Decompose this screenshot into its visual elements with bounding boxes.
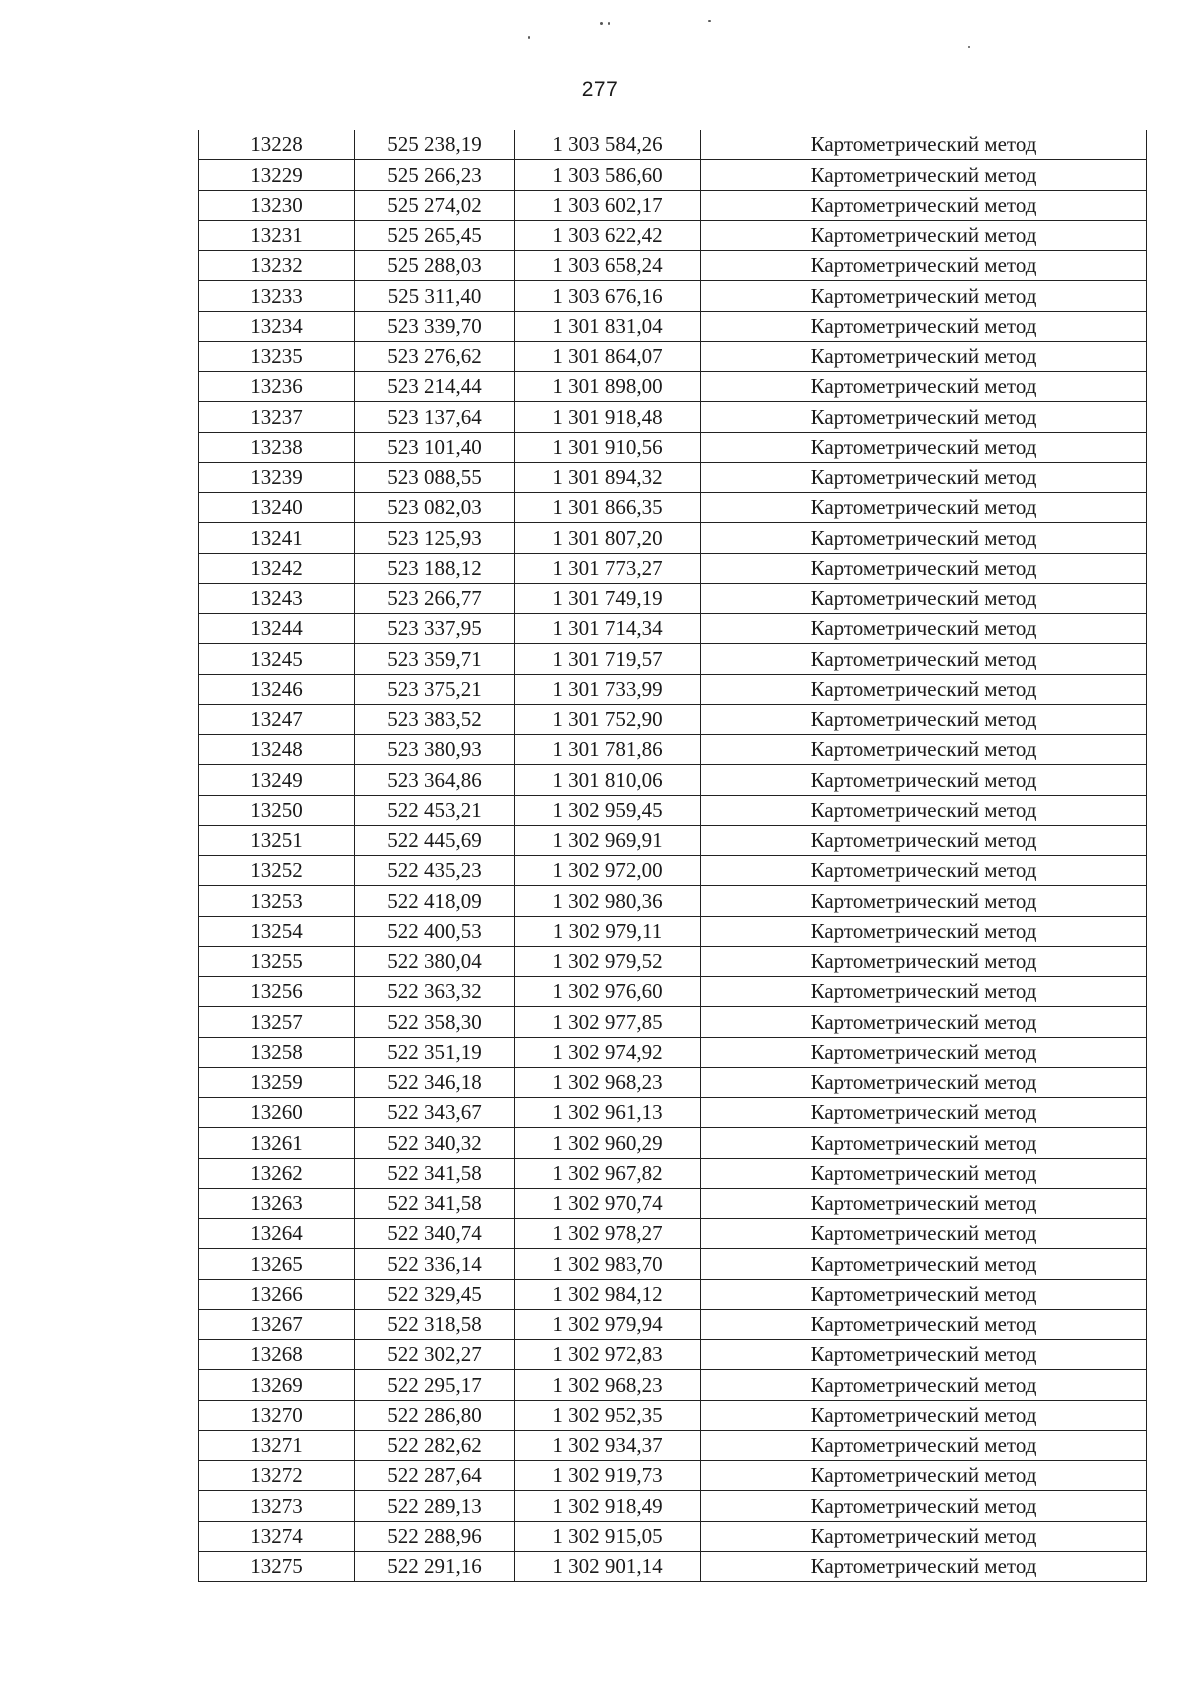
y-coordinate-cell: 1 301 918,48 — [515, 402, 701, 432]
y-coordinate-cell: 1 303 622,42 — [515, 220, 701, 250]
y-coordinate-cell: 1 303 584,26 — [515, 130, 701, 160]
table-row — [199, 1219, 1147, 1249]
method-cell: Картометрический метод — [701, 372, 1147, 402]
y-coordinate-cell: 1 301 773,27 — [515, 553, 701, 583]
x-coordinate-cell: 523 383,52 — [355, 704, 515, 734]
x-coordinate-cell: 522 288,96 — [355, 1521, 515, 1551]
y-coordinate-cell: 1 302 960,29 — [515, 1128, 701, 1158]
scan-speck — [608, 22, 610, 25]
table-row — [199, 190, 1147, 220]
method-cell: Картометрический метод — [701, 311, 1147, 341]
table-row — [199, 614, 1147, 644]
x-coordinate-cell: 522 380,04 — [355, 946, 515, 976]
x-coordinate-cell: 522 336,14 — [355, 1249, 515, 1279]
y-coordinate-cell: 1 302 979,11 — [515, 916, 701, 946]
method-cell: Картометрический метод — [701, 523, 1147, 553]
method-cell: Картометрический метод — [701, 1158, 1147, 1188]
x-coordinate-cell: 522 318,58 — [355, 1309, 515, 1339]
point-number-cell: 13234 — [199, 311, 355, 341]
y-coordinate-cell: 1 302 901,14 — [515, 1551, 701, 1581]
point-number-cell: 13236 — [199, 372, 355, 402]
y-coordinate-cell: 1 302 984,12 — [515, 1279, 701, 1309]
y-coordinate-cell: 1 301 866,35 — [515, 493, 701, 523]
y-coordinate-cell: 1 301 749,19 — [515, 583, 701, 613]
method-cell: Картометрический метод — [701, 916, 1147, 946]
method-cell: Картометрический метод — [701, 281, 1147, 311]
method-cell: Картометрический метод — [701, 1491, 1147, 1521]
method-cell: Картометрический метод — [701, 735, 1147, 765]
point-number-cell: 13266 — [199, 1279, 355, 1309]
table-row — [199, 946, 1147, 976]
method-cell: Картометрический метод — [701, 614, 1147, 644]
point-number-cell: 13252 — [199, 856, 355, 886]
x-coordinate-cell: 523 082,03 — [355, 493, 515, 523]
coordinates-table-body — [199, 130, 1147, 1582]
point-number-cell: 13262 — [199, 1158, 355, 1188]
y-coordinate-cell: 1 303 602,17 — [515, 190, 701, 220]
table-row — [199, 251, 1147, 281]
y-coordinate-cell: 1 302 972,83 — [515, 1340, 701, 1370]
method-cell: Картометрический метод — [701, 341, 1147, 371]
table-row — [199, 583, 1147, 613]
point-number-cell: 13255 — [199, 946, 355, 976]
x-coordinate-cell: 522 445,69 — [355, 825, 515, 855]
method-cell: Картометрический метод — [701, 553, 1147, 583]
point-number-cell: 13256 — [199, 977, 355, 1007]
y-coordinate-cell: 1 302 915,05 — [515, 1521, 701, 1551]
y-coordinate-cell: 1 302 961,13 — [515, 1098, 701, 1128]
y-coordinate-cell: 1 302 978,27 — [515, 1219, 701, 1249]
method-cell: Картометрический метод — [701, 1128, 1147, 1158]
y-coordinate-cell: 1 302 979,94 — [515, 1309, 701, 1339]
x-coordinate-cell: 522 340,32 — [355, 1128, 515, 1158]
table-row — [199, 1340, 1147, 1370]
table-row — [199, 916, 1147, 946]
x-coordinate-cell: 523 339,70 — [355, 311, 515, 341]
point-number-cell: 13267 — [199, 1309, 355, 1339]
x-coordinate-cell: 522 453,21 — [355, 795, 515, 825]
table-row — [199, 1521, 1147, 1551]
y-coordinate-cell: 1 302 974,92 — [515, 1037, 701, 1067]
method-cell: Картометрический метод — [701, 1249, 1147, 1279]
point-number-cell: 13228 — [199, 130, 355, 160]
y-coordinate-cell: 1 302 918,49 — [515, 1491, 701, 1521]
y-coordinate-cell: 1 301 807,20 — [515, 523, 701, 553]
x-coordinate-cell: 525 238,19 — [355, 130, 515, 160]
x-coordinate-cell: 522 346,18 — [355, 1067, 515, 1097]
y-coordinate-cell: 1 301 714,34 — [515, 614, 701, 644]
point-number-cell: 13241 — [199, 523, 355, 553]
point-number-cell: 13272 — [199, 1461, 355, 1491]
point-number-cell: 13229 — [199, 160, 355, 190]
x-coordinate-cell: 523 337,95 — [355, 614, 515, 644]
x-coordinate-cell: 523 266,77 — [355, 583, 515, 613]
method-cell: Картометрический метод — [701, 1340, 1147, 1370]
table-row — [199, 1249, 1147, 1279]
table-row — [199, 1430, 1147, 1460]
x-coordinate-cell: 522 358,30 — [355, 1007, 515, 1037]
x-coordinate-cell: 525 265,45 — [355, 220, 515, 250]
y-coordinate-cell: 1 302 972,00 — [515, 856, 701, 886]
table-row — [199, 1370, 1147, 1400]
method-cell: Картометрический метод — [701, 1037, 1147, 1067]
x-coordinate-cell: 523 364,86 — [355, 765, 515, 795]
method-cell: Картометрический метод — [701, 1098, 1147, 1128]
y-coordinate-cell: 1 301 781,86 — [515, 735, 701, 765]
y-coordinate-cell: 1 301 752,90 — [515, 704, 701, 734]
table-row — [199, 1037, 1147, 1067]
point-number-cell: 13273 — [199, 1491, 355, 1521]
table-row — [199, 493, 1147, 523]
method-cell: Картометрический метод — [701, 402, 1147, 432]
table-row — [199, 977, 1147, 1007]
coordinates-table — [198, 130, 1147, 1582]
y-coordinate-cell: 1 301 831,04 — [515, 311, 701, 341]
point-number-cell: 13246 — [199, 674, 355, 704]
x-coordinate-cell: 523 380,93 — [355, 735, 515, 765]
x-coordinate-cell: 522 329,45 — [355, 1279, 515, 1309]
method-cell: Картометрический метод — [701, 130, 1147, 160]
table-row — [199, 674, 1147, 704]
x-coordinate-cell: 523 137,64 — [355, 402, 515, 432]
point-number-cell: 13260 — [199, 1098, 355, 1128]
x-coordinate-cell: 523 359,71 — [355, 644, 515, 674]
method-cell: Картометрический метод — [701, 1521, 1147, 1551]
y-coordinate-cell: 1 302 968,23 — [515, 1370, 701, 1400]
point-number-cell: 13268 — [199, 1340, 355, 1370]
table-row — [199, 341, 1147, 371]
table-row — [199, 825, 1147, 855]
x-coordinate-cell: 522 295,17 — [355, 1370, 515, 1400]
table-row — [199, 1128, 1147, 1158]
point-number-cell: 13233 — [199, 281, 355, 311]
method-cell: Картометрический метод — [701, 977, 1147, 1007]
x-coordinate-cell: 523 125,93 — [355, 523, 515, 553]
scan-speck — [968, 46, 970, 48]
x-coordinate-cell: 525 274,02 — [355, 190, 515, 220]
table-row — [199, 886, 1147, 916]
table-row — [199, 1551, 1147, 1581]
table-row — [199, 311, 1147, 341]
x-coordinate-cell: 522 291,16 — [355, 1551, 515, 1581]
x-coordinate-cell: 522 341,58 — [355, 1158, 515, 1188]
method-cell: Картометрический метод — [701, 1279, 1147, 1309]
point-number-cell: 13275 — [199, 1551, 355, 1581]
point-number-cell: 13253 — [199, 886, 355, 916]
x-coordinate-cell: 523 214,44 — [355, 372, 515, 402]
point-number-cell: 13244 — [199, 614, 355, 644]
x-coordinate-cell: 522 302,27 — [355, 1340, 515, 1370]
y-coordinate-cell: 1 301 864,07 — [515, 341, 701, 371]
method-cell: Картометрический метод — [701, 1370, 1147, 1400]
x-coordinate-cell: 522 340,74 — [355, 1219, 515, 1249]
point-number-cell: 13248 — [199, 735, 355, 765]
y-coordinate-cell: 1 301 910,56 — [515, 432, 701, 462]
point-number-cell: 13264 — [199, 1219, 355, 1249]
table-row — [199, 1067, 1147, 1097]
y-coordinate-cell: 1 302 983,70 — [515, 1249, 701, 1279]
table-row — [199, 402, 1147, 432]
x-coordinate-cell: 525 311,40 — [355, 281, 515, 311]
x-coordinate-cell: 522 289,13 — [355, 1491, 515, 1521]
table-row — [199, 644, 1147, 674]
point-number-cell: 13245 — [199, 644, 355, 674]
method-cell: Картометрический метод — [701, 432, 1147, 462]
method-cell: Картометрический метод — [701, 1309, 1147, 1339]
point-number-cell: 13274 — [199, 1521, 355, 1551]
page-number: 277 — [581, 78, 619, 101]
y-coordinate-cell: 1 301 719,57 — [515, 644, 701, 674]
y-coordinate-cell: 1 302 968,23 — [515, 1067, 701, 1097]
point-number-cell: 13265 — [199, 1249, 355, 1279]
table-row — [199, 856, 1147, 886]
y-coordinate-cell: 1 301 898,00 — [515, 372, 701, 402]
table-row — [199, 1461, 1147, 1491]
table-row — [199, 220, 1147, 250]
y-coordinate-cell: 1 302 952,35 — [515, 1400, 701, 1430]
point-number-cell: 13261 — [199, 1128, 355, 1158]
table-row — [199, 1309, 1147, 1339]
point-number-cell: 13235 — [199, 341, 355, 371]
table-row — [199, 553, 1147, 583]
table-row — [199, 372, 1147, 402]
method-cell: Картометрический метод — [701, 1219, 1147, 1249]
y-coordinate-cell: 1 301 810,06 — [515, 765, 701, 795]
x-coordinate-cell: 523 188,12 — [355, 553, 515, 583]
x-coordinate-cell: 523 375,21 — [355, 674, 515, 704]
x-coordinate-cell: 522 287,64 — [355, 1461, 515, 1491]
x-coordinate-cell: 522 286,80 — [355, 1400, 515, 1430]
point-number-cell: 13231 — [199, 220, 355, 250]
x-coordinate-cell: 522 341,58 — [355, 1188, 515, 1218]
x-coordinate-cell: 522 400,53 — [355, 916, 515, 946]
x-coordinate-cell: 523 088,55 — [355, 462, 515, 492]
table-row — [199, 1279, 1147, 1309]
y-coordinate-cell: 1 302 970,74 — [515, 1188, 701, 1218]
x-coordinate-cell: 523 101,40 — [355, 432, 515, 462]
x-coordinate-cell: 522 435,23 — [355, 856, 515, 886]
table-row — [199, 1400, 1147, 1430]
y-coordinate-cell: 1 302 959,45 — [515, 795, 701, 825]
y-coordinate-cell: 1 303 676,16 — [515, 281, 701, 311]
y-coordinate-cell: 1 302 969,91 — [515, 825, 701, 855]
table-row — [199, 160, 1147, 190]
y-coordinate-cell: 1 303 586,60 — [515, 160, 701, 190]
point-number-cell: 13254 — [199, 916, 355, 946]
point-number-cell: 13269 — [199, 1370, 355, 1400]
y-coordinate-cell: 1 302 979,52 — [515, 946, 701, 976]
point-number-cell: 13247 — [199, 704, 355, 734]
method-cell: Картометрический метод — [701, 644, 1147, 674]
method-cell: Картометрический метод — [701, 583, 1147, 613]
scan-speck — [600, 22, 603, 25]
table-row — [199, 795, 1147, 825]
point-number-cell: 13263 — [199, 1188, 355, 1218]
point-number-cell: 13243 — [199, 583, 355, 613]
x-coordinate-cell: 525 266,23 — [355, 160, 515, 190]
point-number-cell: 13270 — [199, 1400, 355, 1430]
y-coordinate-cell: 1 302 967,82 — [515, 1158, 701, 1188]
table-row — [199, 523, 1147, 553]
table-row — [199, 1491, 1147, 1521]
method-cell: Картометрический метод — [701, 1188, 1147, 1218]
point-number-cell: 13240 — [199, 493, 355, 523]
method-cell: Картометрический метод — [701, 190, 1147, 220]
x-coordinate-cell: 522 343,67 — [355, 1098, 515, 1128]
table-row — [199, 432, 1147, 462]
y-coordinate-cell: 1 302 980,36 — [515, 886, 701, 916]
method-cell: Картометрический метод — [701, 674, 1147, 704]
y-coordinate-cell: 1 301 733,99 — [515, 674, 701, 704]
point-number-cell: 13257 — [199, 1007, 355, 1037]
table-row — [199, 765, 1147, 795]
scan-speck — [528, 36, 530, 39]
x-coordinate-cell: 522 363,32 — [355, 977, 515, 1007]
method-cell: Картометрический метод — [701, 825, 1147, 855]
table-row — [199, 1098, 1147, 1128]
table-row — [199, 281, 1147, 311]
method-cell: Картометрический метод — [701, 462, 1147, 492]
table-row — [199, 735, 1147, 765]
point-number-cell: 13232 — [199, 251, 355, 281]
point-number-cell: 13250 — [199, 795, 355, 825]
method-cell: Картометрический метод — [701, 946, 1147, 976]
scan-speck — [708, 20, 711, 22]
y-coordinate-cell: 1 302 919,73 — [515, 1461, 701, 1491]
method-cell: Картометрический метод — [701, 1400, 1147, 1430]
x-coordinate-cell: 522 282,62 — [355, 1430, 515, 1460]
point-number-cell: 13271 — [199, 1430, 355, 1460]
x-coordinate-cell: 522 418,09 — [355, 886, 515, 916]
y-coordinate-cell: 1 302 977,85 — [515, 1007, 701, 1037]
method-cell: Картометрический метод — [701, 1551, 1147, 1581]
method-cell: Картометрический метод — [701, 1430, 1147, 1460]
point-number-cell: 13258 — [199, 1037, 355, 1067]
y-coordinate-cell: 1 301 894,32 — [515, 462, 701, 492]
method-cell: Картометрический метод — [701, 795, 1147, 825]
method-cell: Картометрический метод — [701, 251, 1147, 281]
point-number-cell: 13237 — [199, 402, 355, 432]
table-row — [199, 462, 1147, 492]
table-row — [199, 704, 1147, 734]
table-row — [199, 1007, 1147, 1037]
method-cell: Картометрический метод — [701, 856, 1147, 886]
table-row — [199, 1188, 1147, 1218]
method-cell: Картометрический метод — [701, 1461, 1147, 1491]
x-coordinate-cell: 522 351,19 — [355, 1037, 515, 1067]
y-coordinate-cell: 1 303 658,24 — [515, 251, 701, 281]
method-cell: Картометрический метод — [701, 1067, 1147, 1097]
method-cell: Картометрический метод — [701, 1007, 1147, 1037]
method-cell: Картометрический метод — [701, 886, 1147, 916]
point-number-cell: 13249 — [199, 765, 355, 795]
table-row — [199, 1158, 1147, 1188]
x-coordinate-cell: 525 288,03 — [355, 251, 515, 281]
method-cell: Картометрический метод — [701, 704, 1147, 734]
y-coordinate-cell: 1 302 976,60 — [515, 977, 701, 1007]
point-number-cell: 13242 — [199, 553, 355, 583]
method-cell: Картометрический метод — [701, 220, 1147, 250]
y-coordinate-cell: 1 302 934,37 — [515, 1430, 701, 1460]
table-row — [199, 130, 1147, 160]
point-number-cell: 13238 — [199, 432, 355, 462]
point-number-cell: 13230 — [199, 190, 355, 220]
point-number-cell: 13259 — [199, 1067, 355, 1097]
method-cell: Картометрический метод — [701, 160, 1147, 190]
point-number-cell: 13251 — [199, 825, 355, 855]
point-number-cell: 13239 — [199, 462, 355, 492]
x-coordinate-cell: 523 276,62 — [355, 341, 515, 371]
method-cell: Картометрический метод — [701, 493, 1147, 523]
method-cell: Картометрический метод — [701, 765, 1147, 795]
